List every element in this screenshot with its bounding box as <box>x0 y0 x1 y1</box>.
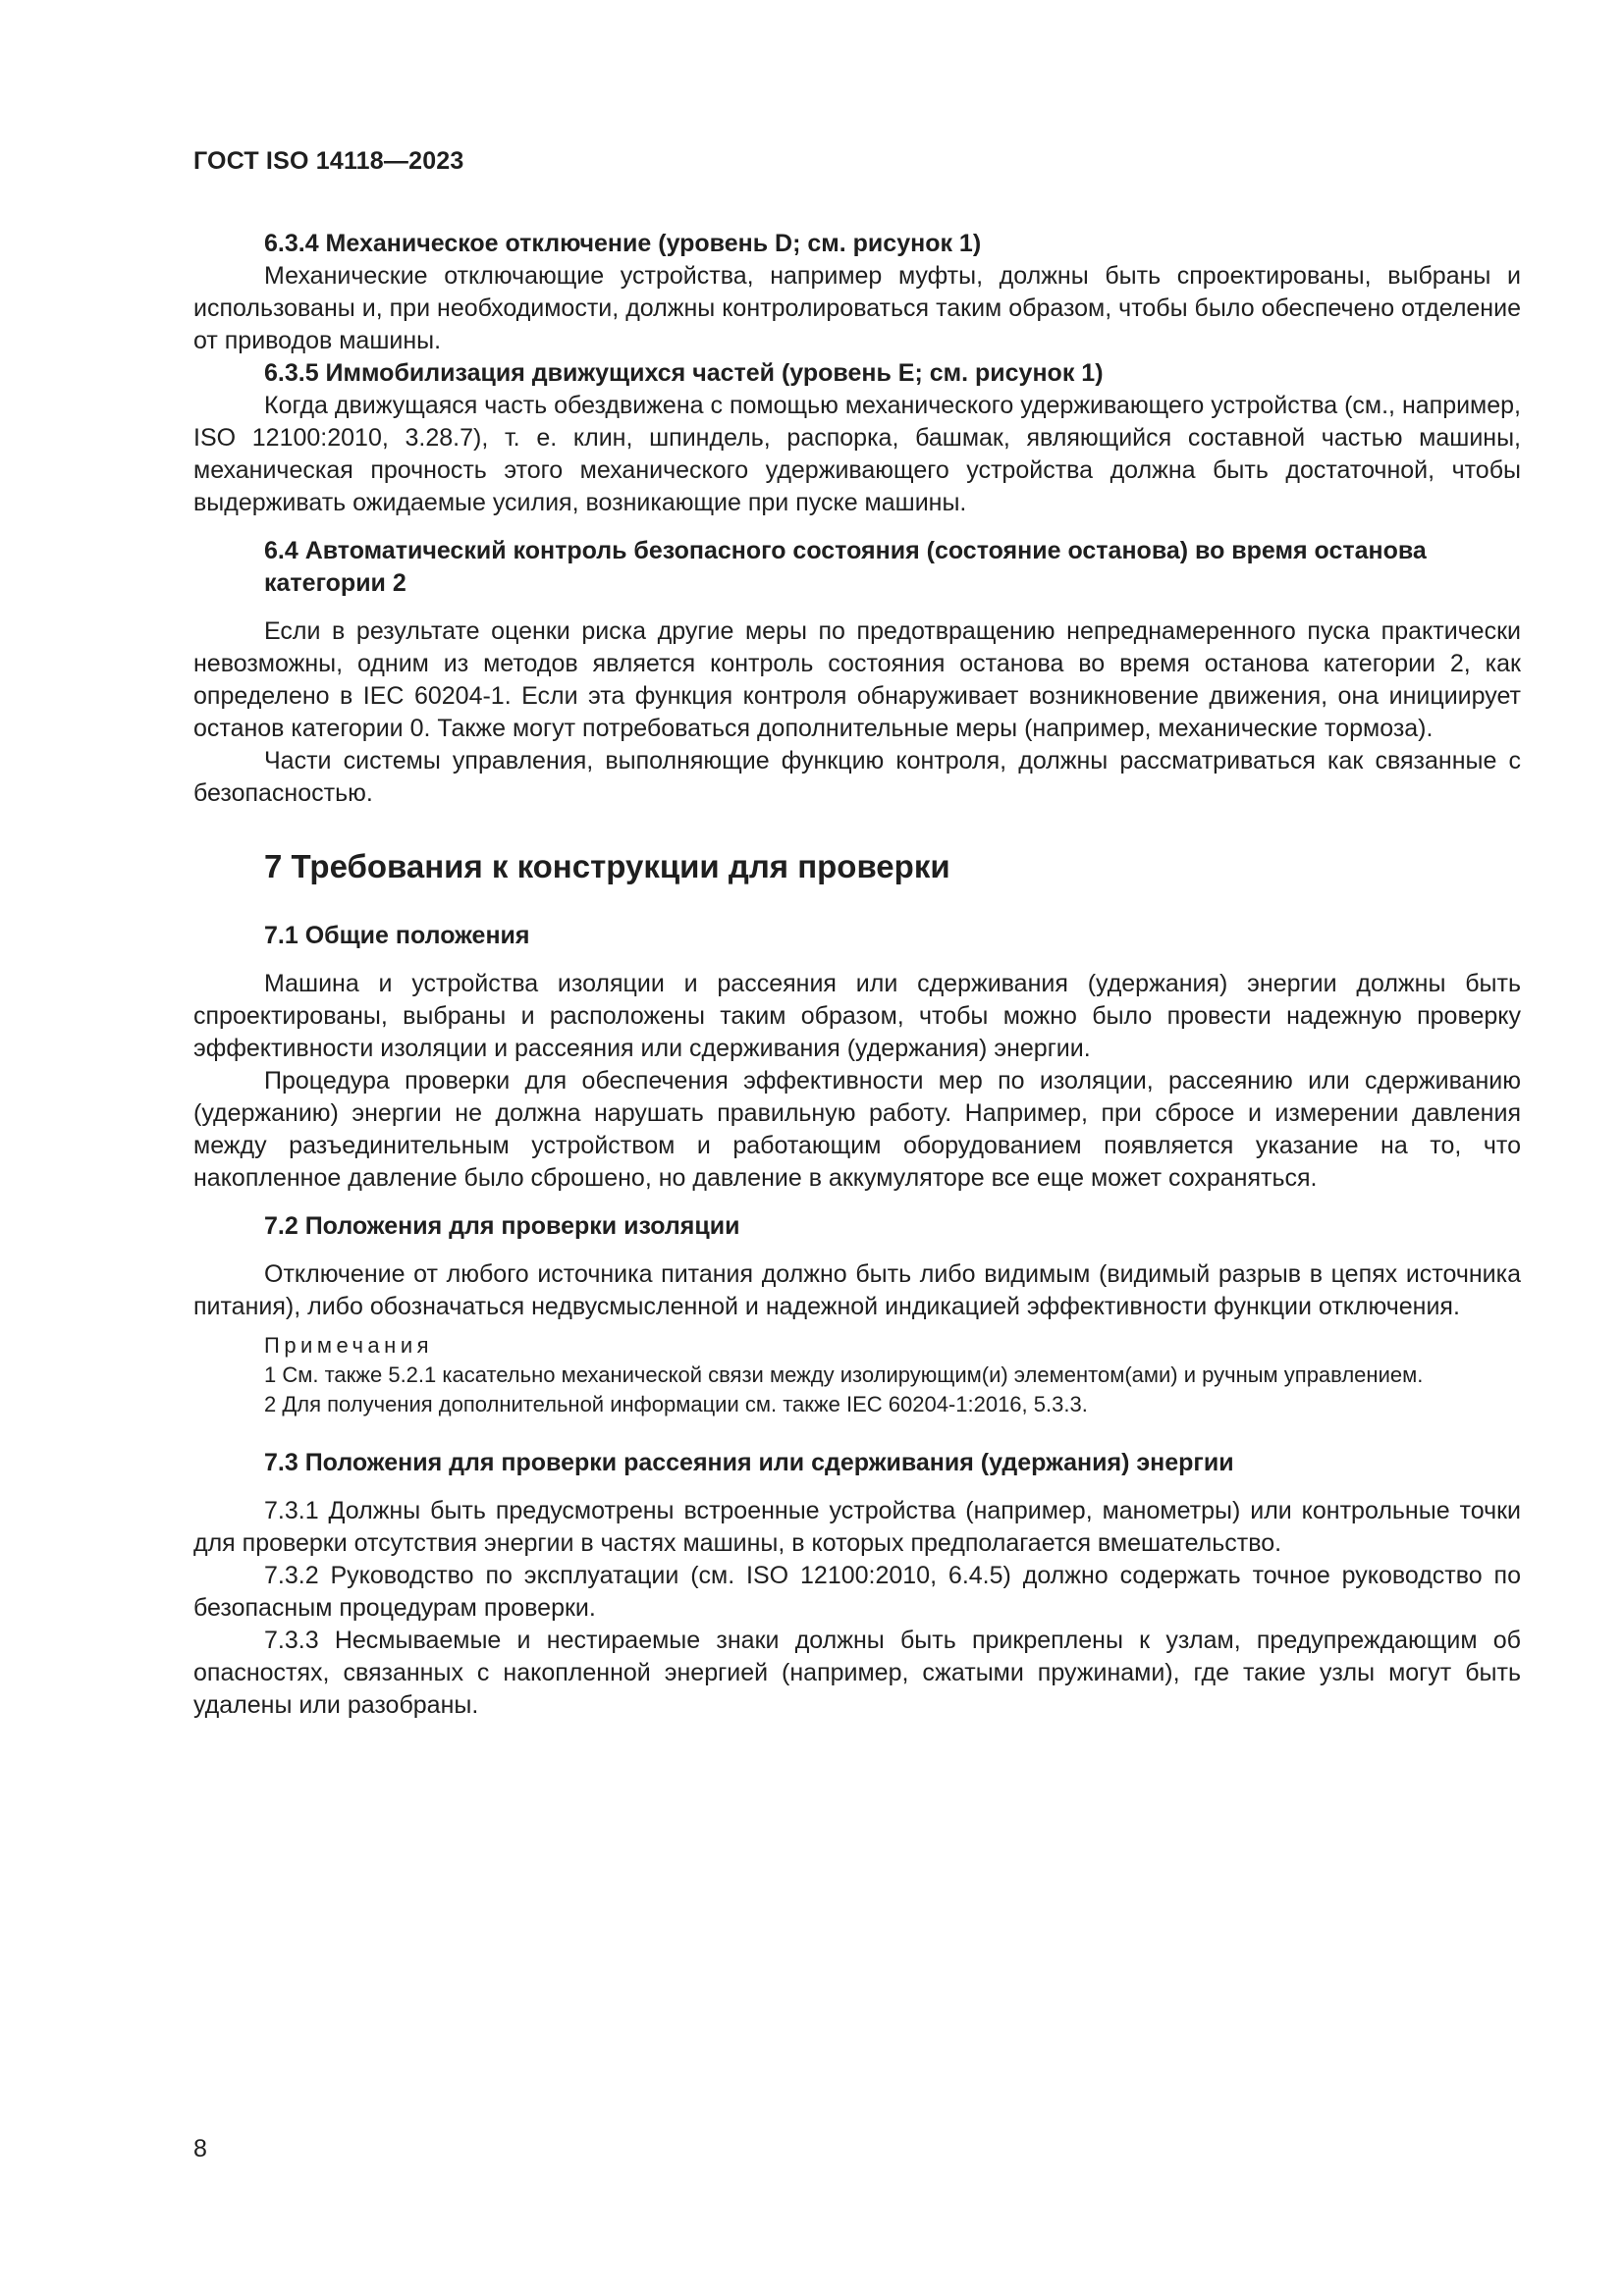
paragraph-7-1-2: Процедура проверки для обеспечения эффективности мер по изоляции, рассеянию или сдерживанию (удержанию) энергии не должна нарушать правильную работу. Например, при сбросе и измерении давления между разъединительным устройством и работающим оборудованием появляется указание на то, что накопленное давление было сброшено, но давление в аккумуляторе все еще может сохраняться. <box>193 1067 1521 1192</box>
heading-7-2: 7.2 Положения для проверки изоляции <box>264 1212 740 1240</box>
document-body <box>193 228 1521 1722</box>
notes-title: Примечания <box>264 1333 434 1358</box>
page-number: 8 <box>193 2135 207 2163</box>
paragraph-7-3-3: 7.3.3 Несмываемые и нестираемые знаки должны быть прикреплены к узлам, предупреждающим об опасностях, связанных с накопленной энергией (например, сжатыми пружинами), где такие узлы могут быть удалены или разобраны. <box>193 1627 1521 1719</box>
heading-7: 7 Требования к конструкции для проверки <box>264 848 950 884</box>
paragraph-7-1-1: Машина и устройства изоляции и рассеяния или сдерживания (удержания) энергии должны быть спроектированы, выбраны и расположены таким образом, чтобы можно было провести надежную проверку эффективности изоляции и рассеяния или сдерживания (удержания) энергии. <box>193 970 1521 1062</box>
paragraph-6-3-4: Механические отключающие устройства, например муфты, должны быть спроектированы, выбраны и использованы и, при необходимости, должны контролироваться таким образом, чтобы было обеспечено отделение от приводов машины. <box>193 262 1521 354</box>
heading-7-1: 7.1 Общие положения <box>264 922 530 949</box>
heading-6-3-5: 6.3.5 Иммобилизация движущихся частей (уровень Е; см. рисунок 1) <box>264 359 1104 387</box>
paragraph-6-4-1: Если в результате оценки риска другие меры по предотвращению непреднамеренного пуска практически невозможны, одним из методов является контроль состояния останова во время останова категории 2, как определено в IEC 60204-1. Если эта функция контроля обнаруживает возникновение движения, она инициирует останов категории 0. Также могут потребоваться дополнительные меры (например, механические тормоза). <box>193 617 1521 742</box>
heading-6-3-4: 6.3.4 Механическое отключение (уровень D; см. рисунок 1) <box>264 230 982 257</box>
paragraph-6-3-5: Когда движущаяся часть обездвижена с помощью механического удерживающего устройства (см., например, ISO 12100:2010, 3.28.7), т. е. клин, шпиндель, распорка, башмак, являющийся составной частью машины, механическая прочность этого механического удерживающего устройства должна быть достаточной, чтобы выдерживать ожидаемые усилия, возникающие при пуске машины. <box>193 392 1521 516</box>
heading-6-4: 6.4 Автоматический контроль безопасного состояния (состояние останова) во время останова категории 2 <box>264 537 1427 597</box>
document-id-header: ГОСТ ISO 14118—2023 <box>193 147 464 175</box>
paragraph-7-2-1: Отключение от любого источника питания должно быть либо видимым (видимый разрыв в цепях источника питания), либо обозначаться недвусмысленной и надежной индикацией эффективности функции отключения. <box>193 1260 1521 1320</box>
paragraph-7-3-2: 7.3.2 Руководство по эксплуатации (см. ISO 12100:2010, 6.4.5) должно содержать точное руководство по безопасным процедурам проверки. <box>193 1562 1521 1622</box>
paragraph-7-3-1: 7.3.1 Должны быть предусмотрены встроенные устройства (например, манометры) или контрольные точки для проверки отсутствия энергии в частях машины, в которых предполагается вмешательство. <box>193 1497 1521 1557</box>
paragraph-6-4-2: Части системы управления, выполняющие функцию контроля, должны рассматриваться как связанные с безопасностью. <box>193 747 1521 807</box>
note-1: 1 См. также 5.2.1 касательно механической связи между изолирующим(и) элементом(ами) и ручным управлением. <box>264 1362 1424 1387</box>
heading-7-3: 7.3 Положения для проверки рассеяния или сдерживания (удержания) энергии <box>264 1449 1234 1476</box>
note-2: 2 Для получения дополнительной информации см. также IEC 60204-1:2016, 5.3.3. <box>264 1392 1088 1416</box>
